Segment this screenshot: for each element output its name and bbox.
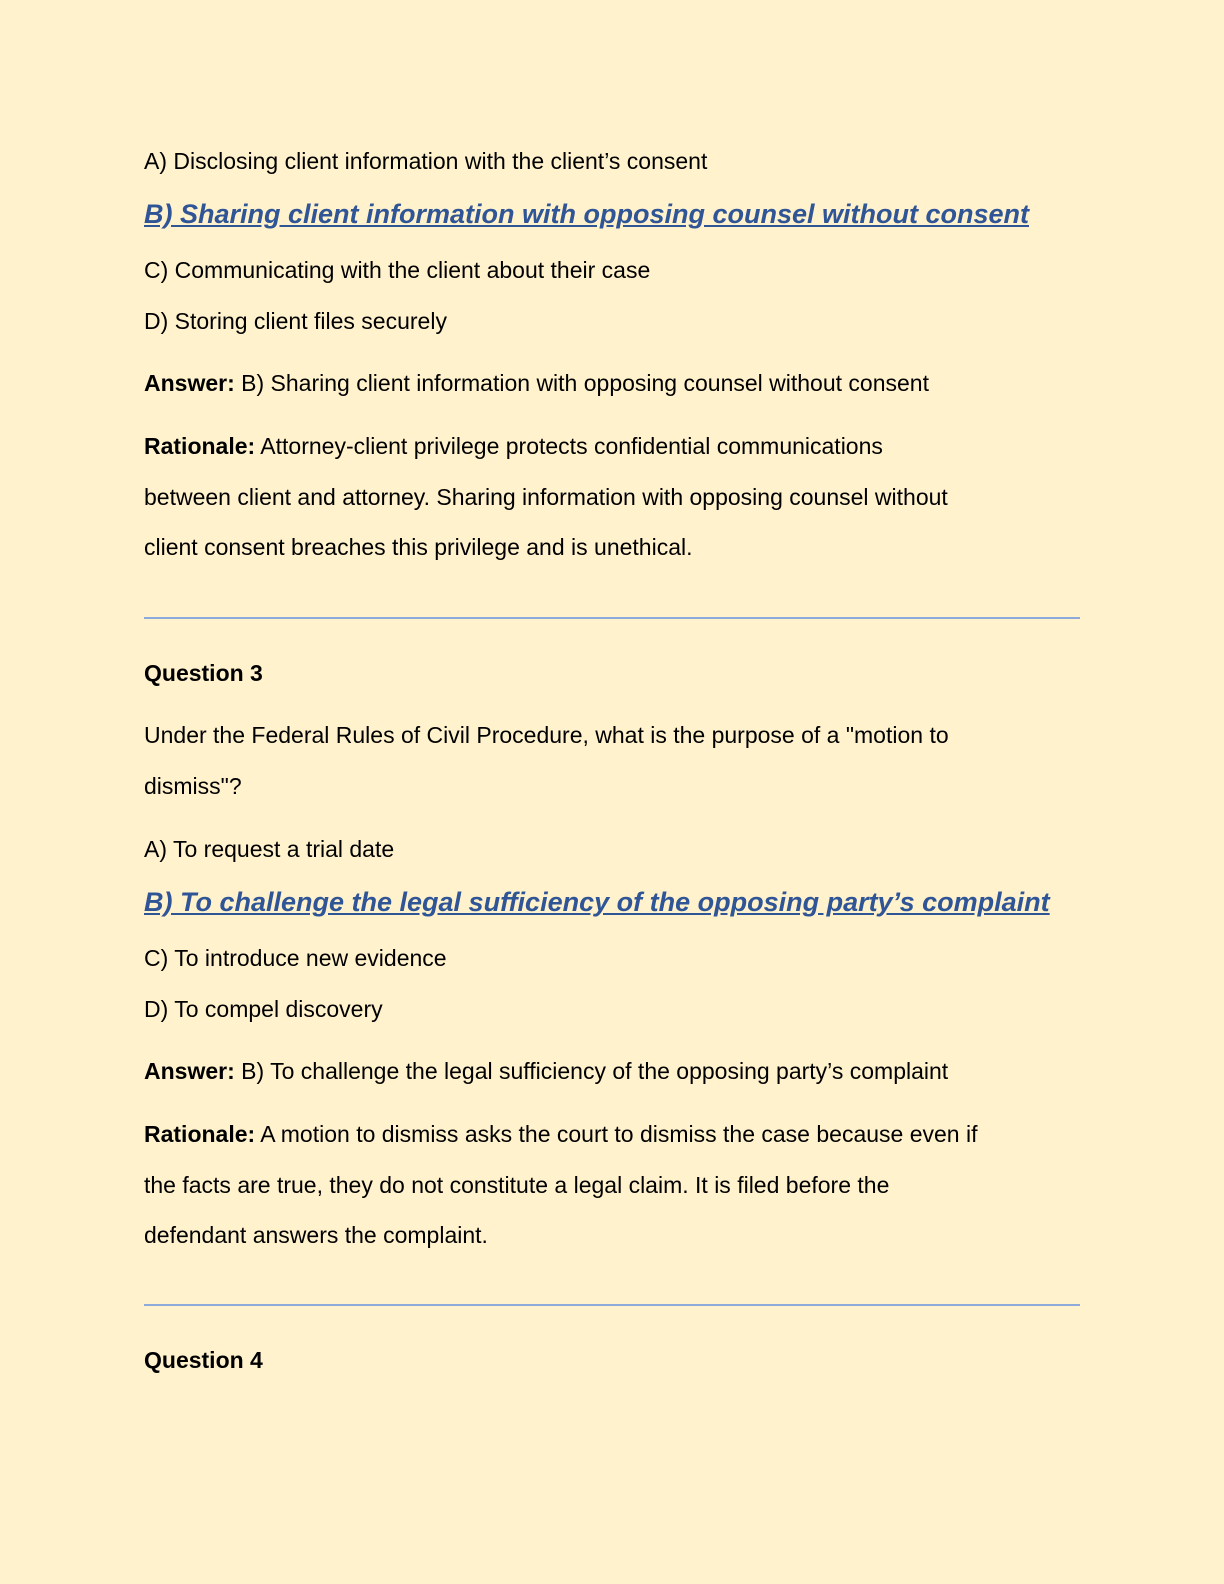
section-divider-2	[144, 1304, 1080, 1306]
q2-option-a: A) Disclosing client information with the client’s consent	[144, 148, 708, 174]
q3-rationale-line-2: the facts are true, they do not constitute a legal claim. It is filed before the	[144, 1172, 890, 1198]
q2-option-c: C) Communicating with the client about their case	[144, 257, 651, 283]
q2-answer-label: Answer:	[144, 370, 235, 396]
q3-rationale-line-1	[144, 1119, 977, 1149]
q3-heading: Question 3	[144, 660, 263, 686]
q3-answer	[144, 1056, 948, 1086]
q2-rationale-text-1: Attorney-client privilege protects confidential communications	[255, 433, 883, 459]
q3-answer-label: Answer:	[144, 1058, 235, 1084]
q2-rationale-label: Rationale:	[144, 433, 256, 459]
q4-heading: Question 4	[144, 1347, 263, 1373]
q3-rationale-line-3: defendant answers the complaint.	[144, 1222, 488, 1248]
q2-option-b-correct: B) Sharing client information with opposing counsel without consent	[144, 199, 1029, 229]
q3-answer-text: B) To challenge the legal sufficiency of the opposing party’s complaint	[234, 1058, 949, 1084]
q2-answer-text: B) Sharing client information with opposing counsel without consent	[234, 370, 929, 396]
q2-rationale-line-2: between client and attorney. Sharing information with opposing counsel without	[144, 484, 948, 510]
q3-option-b-correct: B) To challenge the legal sufficiency of the opposing party’s complaint	[144, 887, 1050, 917]
q3-question-line-1: Under the Federal Rules of Civil Procedure, what is the purpose of a "motion to	[144, 722, 949, 748]
section-divider-1	[144, 617, 1080, 619]
q3-question-line-2: dismiss"?	[144, 773, 242, 799]
q3-rationale-text-1: A motion to dismiss asks the court to dismiss the case because even if	[255, 1121, 978, 1147]
q3-rationale-label: Rationale:	[144, 1121, 256, 1147]
q3-option-c: C) To introduce new evidence	[144, 945, 447, 971]
q2-answer	[144, 368, 929, 398]
q3-option-a: A) To request a trial date	[144, 836, 395, 862]
q3-option-d: D) To compel discovery	[144, 996, 383, 1022]
q2-rationale-line-1	[144, 431, 883, 461]
q2-rationale-line-3: client consent breaches this privilege and is unethical.	[144, 534, 693, 560]
q2-option-d: D) Storing client files securely	[144, 308, 447, 334]
